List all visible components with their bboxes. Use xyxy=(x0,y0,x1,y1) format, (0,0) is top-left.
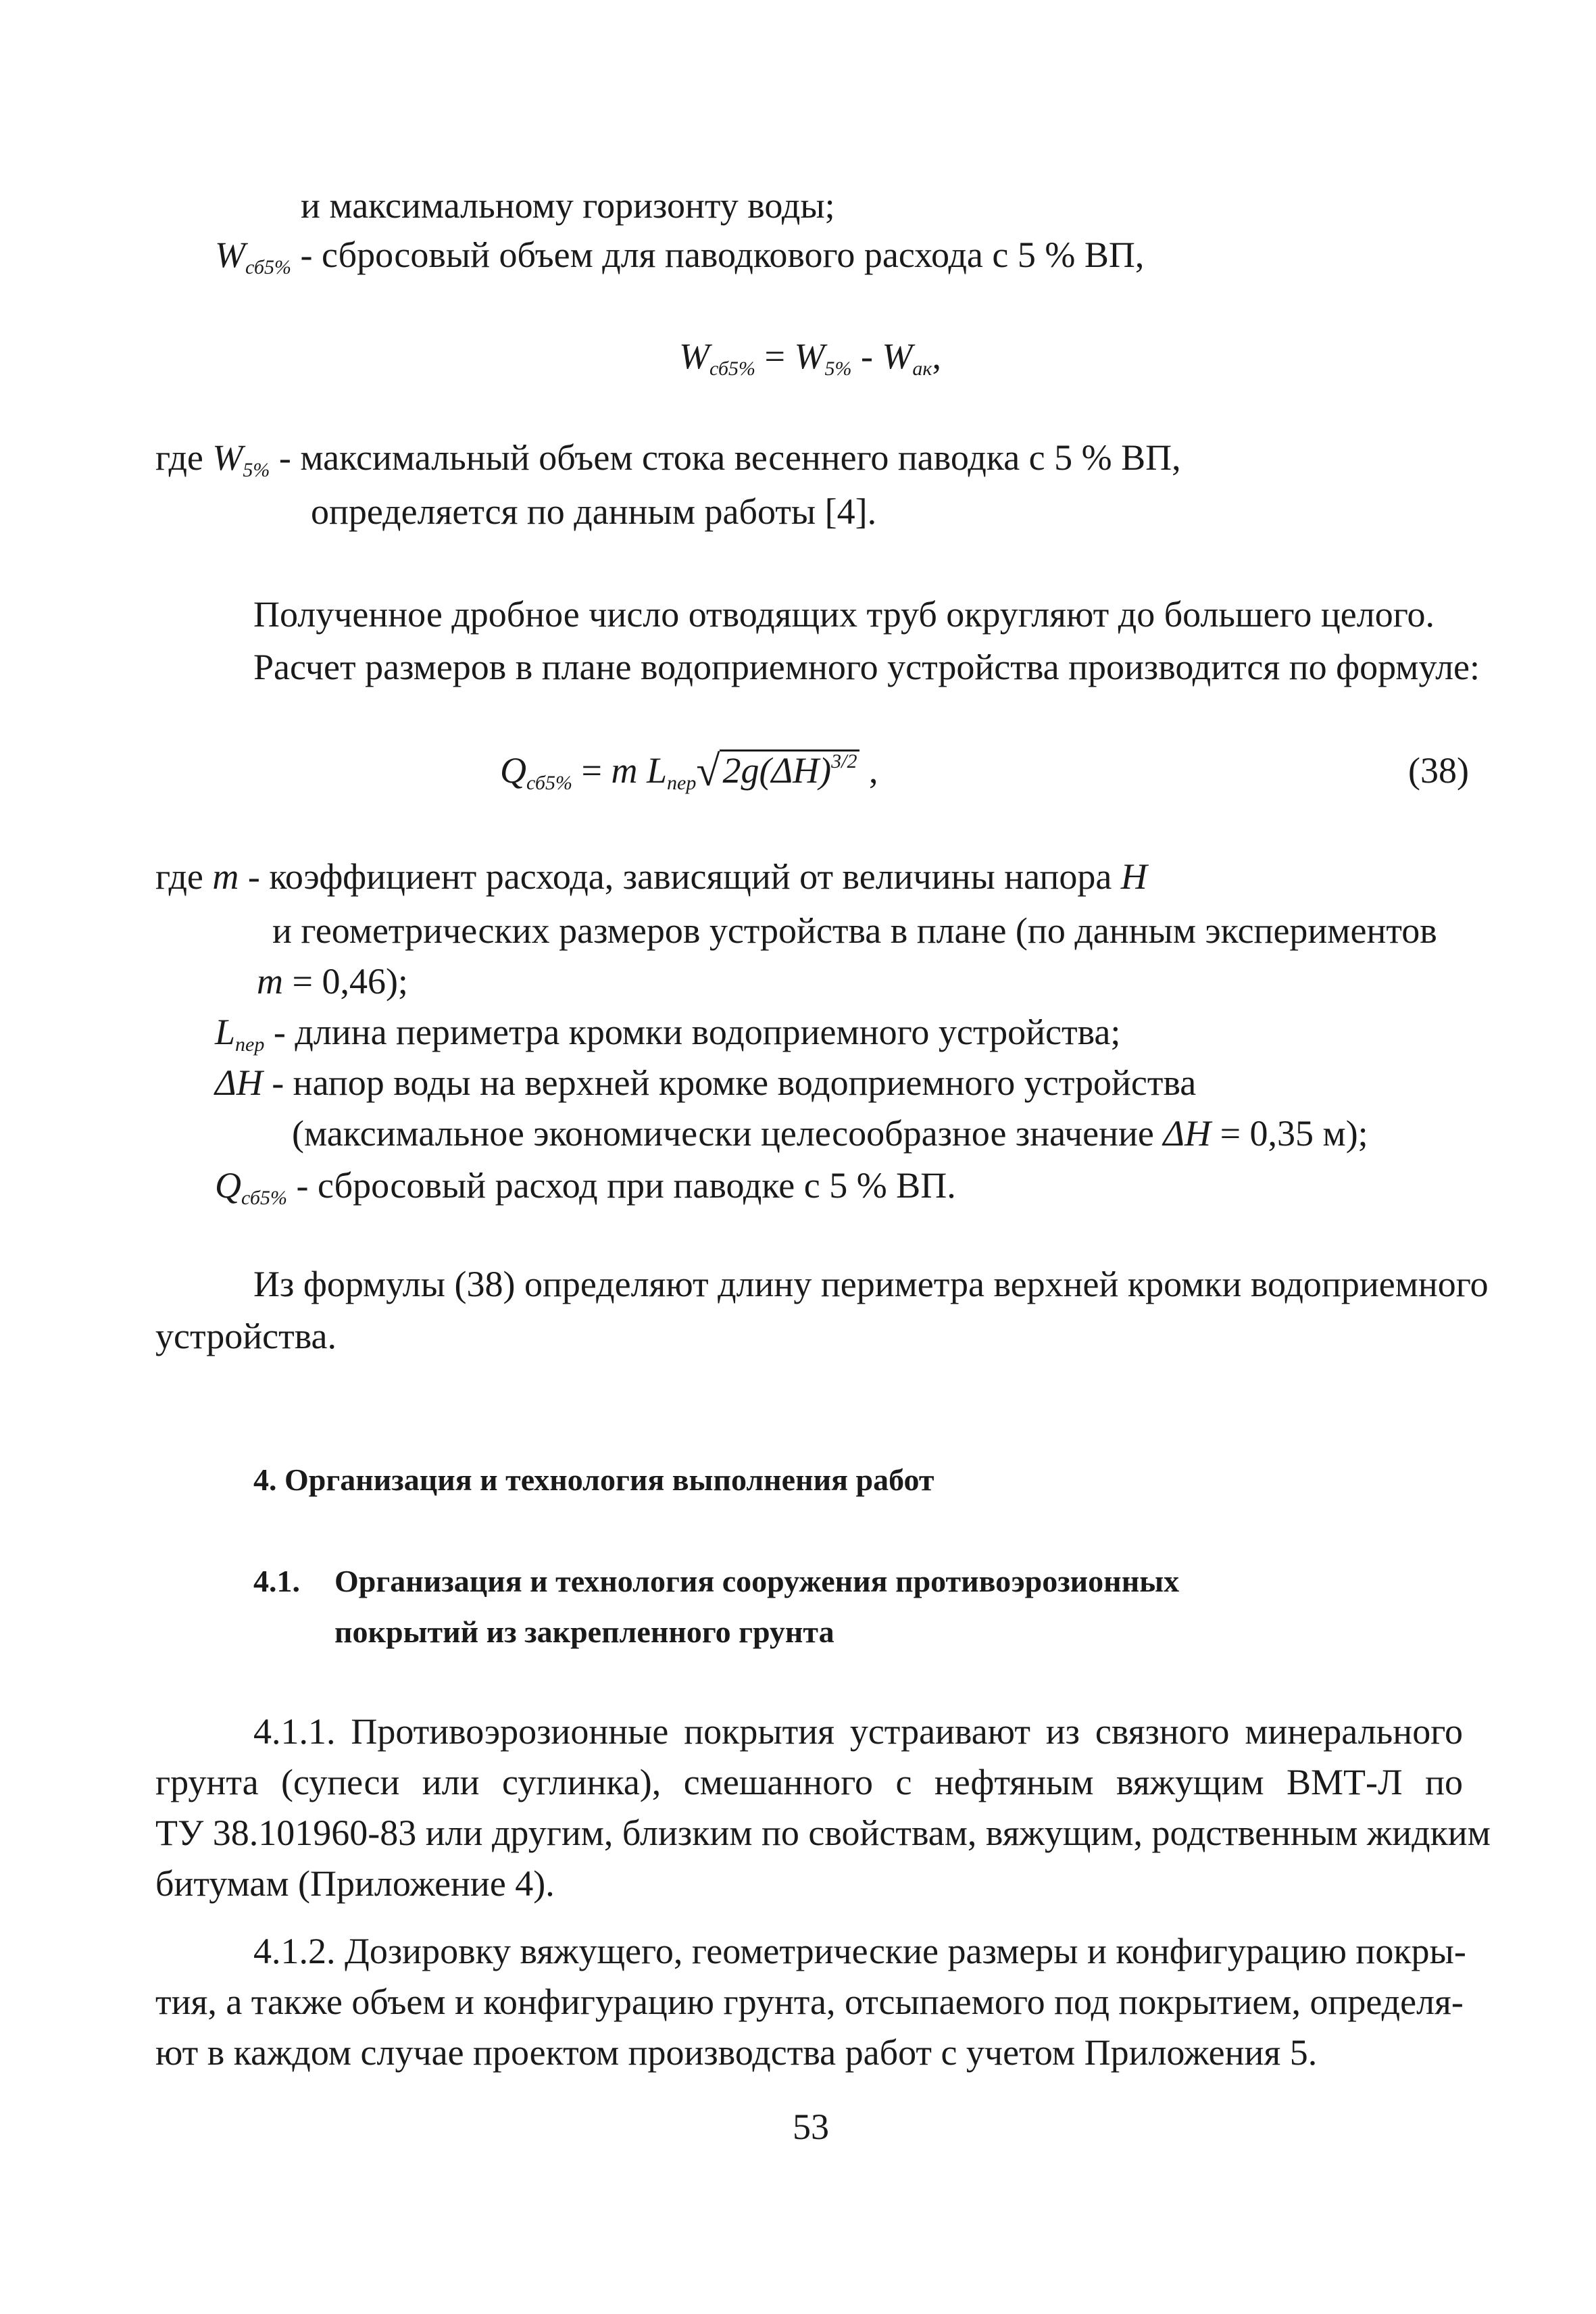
subscript: сб5% xyxy=(245,256,291,278)
definition-w5 xyxy=(155,436,1181,479)
text-line xyxy=(257,960,408,1003)
symbol: m xyxy=(611,750,647,791)
radical-sign: √ xyxy=(696,747,720,795)
subscript: сб5% xyxy=(709,358,755,380)
text-line: устройства. xyxy=(155,1316,336,1356)
symbol: m xyxy=(212,856,239,897)
symbol: W xyxy=(212,437,243,478)
text-line: Полученное дробное число отводящих труб округляют до большего целого. xyxy=(253,594,1435,635)
text-line: Из формулы (38) определяют длину периметра верхней кромки водоприемного xyxy=(253,1264,1489,1304)
paragraph-line: грунта (супеси или суглинка), смешанного с нефтяным вяжущим ВМТ-Л по xyxy=(155,1762,1463,1802)
operator: = xyxy=(572,750,612,791)
exponent: 3/2 xyxy=(831,750,857,772)
formula-w-sb5 xyxy=(679,335,941,378)
formula-38 xyxy=(500,747,878,795)
prefix: где xyxy=(155,437,213,478)
text-segment: = 0,35 м); xyxy=(1211,1113,1368,1154)
subscript: пер xyxy=(667,772,697,794)
definition-text: - максимальный объем стока весеннего паводка с 5 % ВП, xyxy=(270,437,1181,478)
paragraph-line: тия, а также объем и конфигурацию грунта, отсыпаемого под покрытием, определя- xyxy=(155,1981,1464,2022)
text-line: и максимальному горизонту воды; xyxy=(301,185,835,226)
page-number: 53 xyxy=(793,2107,829,2147)
paragraph-line: 4.1.2. Дозировку вяжущего, геометрические размеры и конфигурацию покры- xyxy=(253,1931,1466,1971)
definition-text: - сбросовый объем для паводкового расхода с 5 % ВП, xyxy=(291,235,1145,275)
symbol: W xyxy=(882,336,913,376)
definition-w-sb5 xyxy=(215,233,1144,276)
text-line xyxy=(292,1112,1368,1155)
definition-lper xyxy=(215,1010,1120,1054)
definition-text: - напор воды на верхней кромке водоприемного устройства xyxy=(262,1062,1197,1103)
definition-delta-h xyxy=(215,1061,1196,1104)
symbol: L xyxy=(646,750,668,791)
definition-q-sb5 xyxy=(215,1164,956,1207)
subscript: ак xyxy=(912,358,932,380)
subscript: 5% xyxy=(824,358,852,380)
text-line: определяется по данным работы [4]. xyxy=(311,491,877,532)
subsection-heading-line: покрытий из закрепленного грунта xyxy=(334,1615,834,1649)
subscript: сб5% xyxy=(241,1187,287,1209)
paragraph-line: ТУ 38.101960-83 или другим, близким по свойствам, вяжущим, родственным жидким xyxy=(155,1813,1491,1853)
symbol: W xyxy=(794,336,825,376)
text-line: Расчет размеров в плане водоприемного устройства производится по формуле: xyxy=(253,647,1480,687)
paragraph-line: битумам (Приложение 4). xyxy=(155,1863,555,1904)
definition-text: - сбросовый расход при паводке с 5 % ВП. xyxy=(287,1165,956,1206)
symbol: ΔH xyxy=(1163,1113,1212,1154)
equation-number: (38) xyxy=(1408,750,1469,791)
symbol: W xyxy=(679,336,709,376)
text-segment: (максимальное экономически целесообразное значение xyxy=(292,1113,1164,1154)
definition-text: - коэффициент расхода, зависящий от величины напора xyxy=(239,856,1121,897)
symbol: Q xyxy=(215,1165,241,1206)
punctuation: , xyxy=(932,336,941,376)
paragraph-line: ют в каждом случае проектом производства работ с учетом Приложения 5. xyxy=(155,2032,1318,2073)
definition-text: - длина периметра кромки водоприемного устройства; xyxy=(264,1012,1121,1052)
punctuation: , xyxy=(859,750,878,791)
section-heading: 4. Организация и технология выполнения работ xyxy=(253,1462,934,1497)
symbol: m xyxy=(257,961,283,1002)
symbol: Q xyxy=(500,750,526,791)
radicand xyxy=(720,749,859,789)
subscript: 5% xyxy=(243,459,270,481)
definition-m xyxy=(155,855,1147,898)
symbol: L xyxy=(215,1012,236,1052)
subscript: пер xyxy=(235,1033,265,1056)
radicand-expression: 2g(ΔH) xyxy=(722,750,832,791)
symbol: W xyxy=(215,235,245,275)
text-line: и геометрических размеров устройства в плане (по данным экспериментов xyxy=(272,910,1437,951)
prefix: где xyxy=(155,856,213,897)
subscript: сб5% xyxy=(526,772,572,794)
symbol: H xyxy=(1120,856,1147,897)
operator: = xyxy=(755,336,795,376)
paragraph-line: 4.1.1. Противоэрозионные покрытия устраивают из связного минерального xyxy=(253,1711,1463,1752)
symbol: ΔH xyxy=(215,1062,263,1103)
definition-text: = 0,46); xyxy=(283,961,408,1002)
operator: - xyxy=(851,336,882,376)
subsection-heading-line: Организация и технология сооружения противоэрозионных xyxy=(334,1564,1180,1598)
subsection-number: 4.1. xyxy=(253,1564,300,1598)
